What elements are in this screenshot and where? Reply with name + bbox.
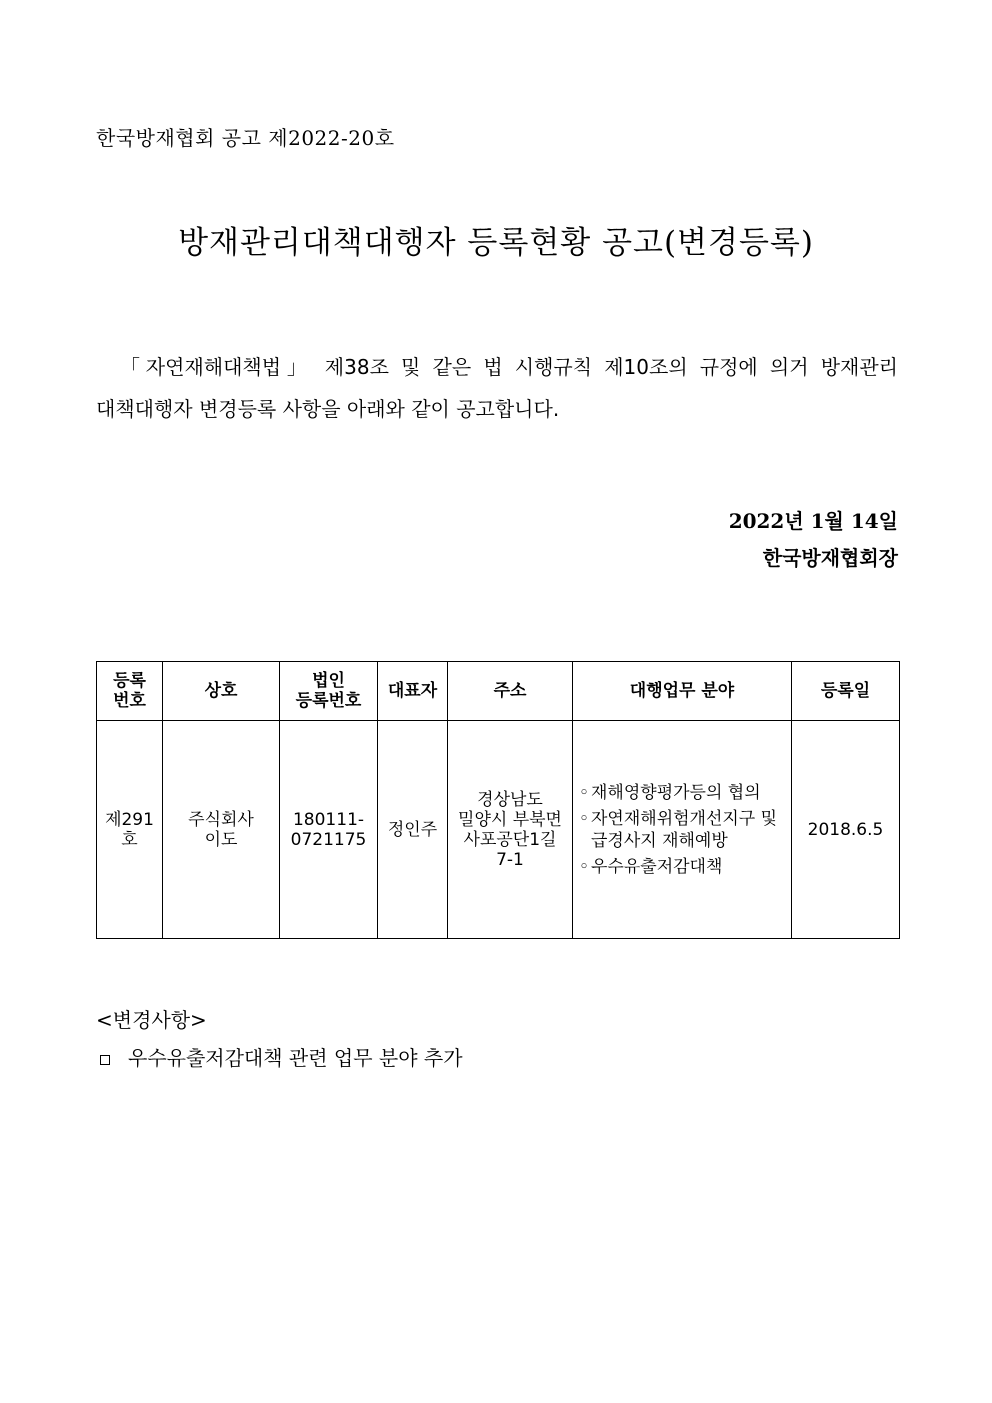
address-line-3: 사포공단1길 [463, 829, 557, 850]
cell-fields [573, 721, 792, 939]
field-item-text: 자연재해위험개선지구 및 급경사지 재해예방 [591, 808, 778, 851]
bullet-dot-icon: ◦ [579, 782, 590, 803]
corp-no-line-1: 180111- [292, 809, 365, 830]
cell-corp-no [280, 721, 378, 939]
changes-item-text: 우수유출저감대책 관련 업무 분야 추가 [128, 1046, 463, 1070]
bullet-dot-icon: ◦ [579, 808, 590, 829]
header-reg-no-line-1: 등록 [113, 671, 146, 691]
signer-name: 한국방재협회장 [762, 546, 898, 570]
cell-reg-no: 제291호 [97, 721, 163, 939]
company-line-1: 주식회사 [188, 809, 254, 830]
notice-number: 한국방재협회 공고 제2022-20호 [96, 126, 395, 150]
notice-body [96, 346, 898, 430]
field-item [579, 856, 791, 878]
header-corp-no-line-2: 등록번호 [295, 691, 362, 711]
header-reg-no-line-2: 번호 [113, 691, 146, 711]
changes-list-item [100, 1042, 463, 1071]
notice-date: 2022년 1월 14일 [728, 509, 898, 533]
header-address: 주소 [448, 662, 573, 721]
notice-body-line-2: 대책대행자 변경등록 사항을 아래와 같이 공고합니다. [96, 397, 560, 421]
header-corp-no-line-1: 법인 [312, 671, 345, 691]
header-representative: 대표자 [378, 662, 448, 721]
changes-heading: <변경사항> [96, 1008, 207, 1032]
header-corp-no [280, 662, 378, 721]
cell-company [163, 721, 280, 939]
bullet-dot-icon: ◦ [579, 856, 590, 877]
field-item-text: 우수유출저감대책 [591, 856, 723, 877]
address-line-1: 경상남도 [477, 789, 543, 810]
cell-reg-date: 2018.6.5 [792, 721, 900, 939]
document-title: 방재관리대책대행자 등록현황 공고(변경등록) [178, 225, 814, 261]
table-row [97, 721, 900, 939]
cell-address [448, 721, 573, 939]
field-item-text: 재해영향평가등의 협의 [591, 782, 761, 803]
registration-table [96, 661, 900, 939]
field-item [579, 782, 791, 804]
cell-representative: 정인주 [378, 721, 448, 939]
header-reg-date: 등록일 [792, 662, 900, 721]
company-line-2: 이도 [204, 829, 238, 850]
notice-body-line-1: 「자연재해대책법」 제38조 및 같은 법 시행규칙 제10조의 규정에 의거 방재관리 [120, 355, 898, 379]
table-header-row [97, 662, 900, 721]
square-bullet-icon [100, 1055, 110, 1065]
address-line-4: 7-1 [496, 849, 524, 870]
corp-no-line-2: 0721175 [290, 829, 367, 850]
address-line-2: 밀양시 부북면 [458, 809, 562, 830]
header-fields: 대행업무 분야 [573, 662, 792, 721]
header-reg-no [97, 662, 163, 721]
header-company: 상호 [163, 662, 280, 721]
field-item [579, 808, 791, 852]
